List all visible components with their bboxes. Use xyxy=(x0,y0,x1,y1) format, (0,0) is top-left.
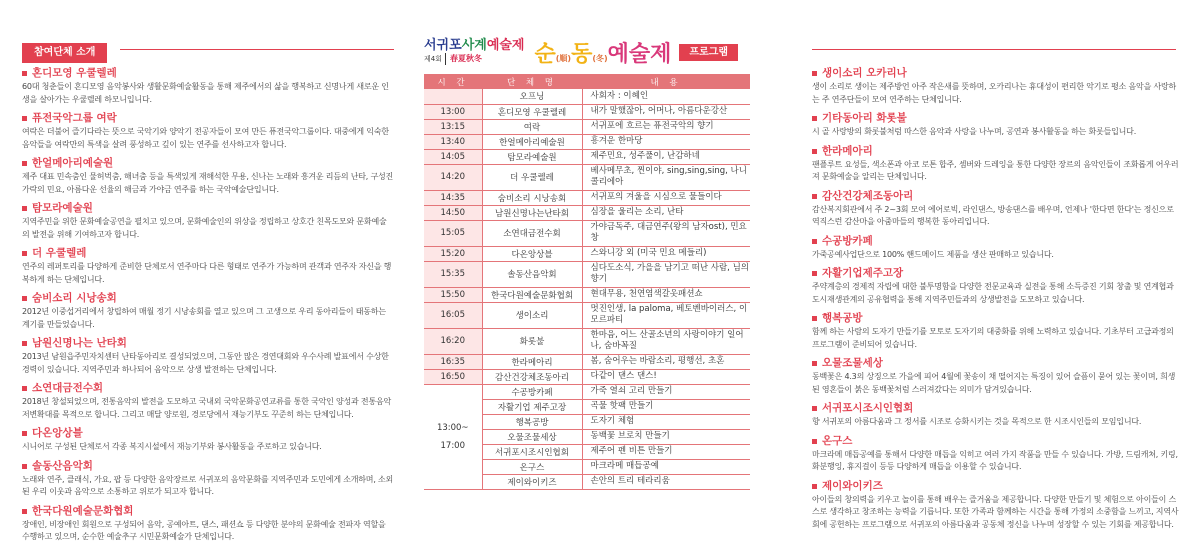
content-cell: 동백꽃 브로치 만들기 xyxy=(582,429,750,444)
org-cell: 오물조물세상 xyxy=(482,429,582,444)
time-cell: 15:35 xyxy=(424,261,482,287)
table-row xyxy=(424,119,750,134)
content-cell: 베사메무초, 찐이야, sing,sing,sing, 나니콜리에아 xyxy=(582,164,750,190)
group-list xyxy=(812,66,1182,531)
group-desc: 가죽공예사업단으로 100% 핸드메이드 제품을 생산 판매하고 있습니다. xyxy=(812,249,1054,259)
group-desc: 제주 대표 민속춤인 물허벅춤, 해녀춤 등을 특색있게 재해석한 무용, 신나는 노래와 흥겨운 리듬의 난타, 구성진 가락의 민요, 아름다운 선율의 해금과 가야금 연주를 하는 국악예술단입니다. xyxy=(22,172,394,194)
right-panel xyxy=(812,0,1182,560)
content-cell: 제주어 펜 비튼 만들기 xyxy=(582,444,750,459)
group-name: 한국다원예술문화협회 xyxy=(32,504,134,517)
title-hanja: (順) xyxy=(555,53,572,63)
org-cell: 탐모라예술원 xyxy=(482,149,582,164)
group-desc: 시니어로 구성된 단체로서 각종 복지시설에서 재능기부와 봉사활동을 주로하고 있습니다. xyxy=(22,442,322,451)
table-row xyxy=(424,89,750,104)
group-name: 서귀포시조시인협회 xyxy=(822,402,914,414)
time-cell: 13:40 xyxy=(424,134,482,149)
middle-panel xyxy=(424,0,754,560)
content-cell: 내가 말했잖아, 어머나, 아름다운강산 xyxy=(582,104,750,119)
group-desc: 2013년 남원읍주민자치센터 난타동아리로 결성되었으며, 그동안 많은 경연대회와 우수사례 발표에서 수상한 경력이 있습니다. 지역주민과 하나되어 음악으로 상생 발전하는 단체입니다. xyxy=(22,352,389,374)
group-desc: 아이들의 창의력을 키우고 놀이를 통해 배우는 즐거움을 제공합니다. 다양한 만들기 및 체험으로 아이들이 스스로 생각하고 창조하는 능력을 기릅니다. 또한 가족과 함께하는 시간을 통해 가정의 소중함을 느끼고, 지역사회에 공헌하는 프로그램으로 서귀포의 아름다움과 공동체 정신을 나누며 성장할 수 있는 기회를 제공합니다. xyxy=(812,494,1179,529)
group-name: 남원신명나는 난타회 xyxy=(32,337,127,349)
table-row xyxy=(424,190,750,205)
time-cell: 15:05 xyxy=(424,220,482,246)
group-desc: 노래와 연주, 클래식, 가요, 팝 등 다양한 음악장르로 서귀포의 음악문화를 지역주민과 도민에게 소개하며, 소외된 우리 이웃과 음악으로 소통하고 위로가 되고자 합니다. xyxy=(22,474,394,496)
org-cell: 화롯불 xyxy=(482,328,582,354)
org-cell: 서귀포시조시인협회 xyxy=(482,444,582,459)
group-name: 솔동산음악회 xyxy=(32,459,93,472)
group-name: 온구스 xyxy=(822,434,853,447)
org-cell: 소연대금전수회 xyxy=(482,220,582,246)
org-cell: 혼디모영 우쿨렐레 xyxy=(482,104,582,119)
workshop-time-end: 17:00 xyxy=(440,440,465,451)
group-item xyxy=(22,459,394,499)
table-row xyxy=(424,287,750,302)
content-cell: 곡물 핫팩 만들기 xyxy=(582,399,750,414)
group-item xyxy=(812,66,1182,106)
time-cell: 15:20 xyxy=(424,246,482,261)
time-cell xyxy=(424,89,482,104)
group-name: 행복공방 xyxy=(822,312,863,324)
time-cell: 14:20 xyxy=(424,164,482,190)
square-bullet-icon xyxy=(812,271,817,276)
group-item xyxy=(22,381,394,421)
header-org: 단 체 명 xyxy=(482,74,582,89)
group-name: 혼디모영 우쿨렐레 xyxy=(32,67,117,79)
square-bullet-icon xyxy=(22,296,27,301)
content-cell: 가죽 열쇠 고리 만들기 xyxy=(582,384,750,399)
table-row xyxy=(424,302,750,328)
table-row xyxy=(424,205,750,220)
time-cell: 16:35 xyxy=(424,354,482,369)
square-bullet-icon xyxy=(812,194,817,199)
group-name: 숨비소리 시낭송회 xyxy=(32,292,117,304)
time-cell: 14:50 xyxy=(424,205,482,220)
time-cell: 13:00 xyxy=(424,104,482,119)
time-cell: 16:05 xyxy=(424,302,482,328)
square-bullet-icon xyxy=(22,206,27,211)
content-cell: 손안의 트리 테라리움 xyxy=(582,474,750,489)
org-cell: 온구스 xyxy=(482,459,582,474)
content-cell: 제주민요, 성주풀이, 난감하네 xyxy=(582,149,750,164)
group-desc: 시 골 사랑방의 화롯불처럼 따스한 음악과 사랑을 나누며, 공연과 봉사활동을 하는 화롯들입니다. xyxy=(812,127,1137,136)
group-desc: 생이 소리로 생이는 제주방언 아주 작은새를 뜻하며, 오카리나는 휴대성이 편리한 악기로 평소 음악을 사랑하는 주 연주단들이 모여 연주하는 단체입니다. xyxy=(812,82,1177,104)
square-bullet-icon xyxy=(812,361,817,366)
group-item xyxy=(812,311,1182,351)
org-cell: 오프닝 xyxy=(482,89,582,104)
group-name: 생이소리 오카리나 xyxy=(822,67,907,79)
content-cell: 다같이 댄스 댄스! xyxy=(582,369,750,384)
group-name: 다온앙상블 xyxy=(32,427,83,439)
festival-logo xyxy=(424,39,525,65)
title-hanja: (冬) xyxy=(592,53,608,63)
section-header xyxy=(22,40,394,60)
program-badge: 프로그램 xyxy=(679,44,738,61)
square-bullet-icon xyxy=(812,116,817,121)
title-part: 예술제 xyxy=(607,41,672,67)
table-row xyxy=(424,369,750,384)
group-desc: 주약계층의 경제적 자립에 대한 불투명함을 다양한 전문교육과 실전을 통해 소득증진 기회 창출 및 연계협과 도시재생관계의 공유협력을 통해 지역주민들과의 상생발전을 도모하고 있습니다. xyxy=(812,282,1174,304)
group-name: 한라메아리 xyxy=(822,144,873,157)
group-item xyxy=(22,201,394,241)
group-name: 소연대금전수회 xyxy=(32,382,104,394)
group-desc: 동백꽃은 4.3의 상징으로 가을에 피어 4월에 꽃송이 채 떨어지는 특징이 있어 슬픔이 묻어 있는 꽃이며, 희생된 영혼들이 붉은 동백꽃처럼 스러져갔다는 의미가 담겨있습니다. xyxy=(812,372,1176,394)
title-part: 순 xyxy=(534,41,556,67)
square-bullet-icon xyxy=(22,341,27,346)
square-bullet-icon xyxy=(22,71,27,76)
section-label: 참여단체 소개 xyxy=(22,43,107,63)
group-item xyxy=(812,144,1182,184)
logo-part: 예술제 xyxy=(486,38,525,53)
group-desc: 연주의 레퍼토리를 다양하게 준비한 단체로서 연주마다 다른 형태로 연주가 가능하며 관객과 연주자 자신을 행복하게 하는 단체입니다. xyxy=(22,262,392,284)
workshop-time-cell xyxy=(424,384,482,489)
org-cell: 남원신명나는난타회 xyxy=(482,205,582,220)
header-time: 시 간 xyxy=(424,74,482,89)
group-name: 퓨전국악그룹 여락 xyxy=(32,112,117,124)
workshop-time-start: 13:00~ xyxy=(436,422,469,433)
table-header-row xyxy=(424,74,750,89)
table-row xyxy=(424,354,750,369)
group-item xyxy=(812,434,1182,474)
square-bullet-icon xyxy=(22,116,27,121)
group-item xyxy=(812,356,1182,396)
section-divider xyxy=(120,49,394,50)
schedule-table xyxy=(424,74,750,490)
square-bullet-icon xyxy=(22,464,27,469)
title-part: 동 xyxy=(571,41,593,67)
content-cell: 서귀포의 겨울을 시심으로 물들이다 xyxy=(582,190,750,205)
group-item xyxy=(22,291,394,331)
org-cell: 감산건강체조동아리 xyxy=(482,369,582,384)
workshop-row xyxy=(424,384,750,399)
time-cell: 15:50 xyxy=(424,287,482,302)
group-item xyxy=(22,156,394,196)
table-row xyxy=(424,164,750,190)
group-name: 탐모라예술원 xyxy=(32,202,93,214)
content-cell: 도자기 체험 xyxy=(582,414,750,429)
table-row xyxy=(424,246,750,261)
org-cell: 자활기업 제주고장 xyxy=(482,399,582,414)
festival-title xyxy=(535,37,672,68)
group-name: 오물조물세상 xyxy=(822,357,883,369)
content-cell: 서귀포에 흐르는 퓨전국악의 향기 xyxy=(582,119,750,134)
section-header xyxy=(812,40,1182,60)
square-bullet-icon xyxy=(22,386,27,391)
content-cell: 심다도소식, 가을을 남기고 떠난 사람, 님의향기 xyxy=(582,261,750,287)
content-cell: 한마음, 어느 산골소년의 사랑이야기 일어나, 숨바꼭질 xyxy=(582,328,750,354)
edition-label: 제4회 xyxy=(424,53,446,65)
group-name: 감산건강체조동아리 xyxy=(822,189,914,202)
group-item xyxy=(22,111,394,151)
square-bullet-icon xyxy=(22,509,27,514)
org-cell: 한얼메아리예술원 xyxy=(482,134,582,149)
time-cell: 16:20 xyxy=(424,328,482,354)
content-cell: 가야금독주, 대금연주(왕의 남자ost), 민요창 xyxy=(582,220,750,246)
org-cell: 숨비소리 시낭송회 xyxy=(482,190,582,205)
square-bullet-icon xyxy=(812,406,817,411)
group-item xyxy=(812,401,1182,429)
section-divider xyxy=(812,49,1176,50)
org-cell: 한국다원예술문화협회 xyxy=(482,287,582,302)
time-cell: 16:50 xyxy=(424,369,482,384)
square-bullet-icon xyxy=(22,161,27,166)
group-item xyxy=(22,504,394,544)
table-row xyxy=(424,104,750,119)
time-cell: 14:05 xyxy=(424,149,482,164)
org-cell: 여락 xyxy=(482,119,582,134)
square-bullet-icon xyxy=(812,149,817,154)
table-row xyxy=(424,261,750,287)
group-item xyxy=(812,189,1182,229)
group-item xyxy=(812,266,1182,306)
group-desc: 2018년 창설되었으며, 전통음악의 발전을 도모하고 국내외 국악문화공연교류를 통한 국악인 양성과 전통음악 저변확대를 목적으로 합니다. 그리고 매달 양로원, 경로당에서 재능기부도 꾸준히 하는 단체입니다. xyxy=(22,397,392,419)
logo-part: 사계 xyxy=(461,38,487,53)
table-row xyxy=(424,134,750,149)
content-cell: 봄, 숨어우는 바람소리, 평행선, 초혼 xyxy=(582,354,750,369)
group-name: 더 우쿨렐레 xyxy=(32,247,87,259)
org-cell: 다온앙상블 xyxy=(482,246,582,261)
group-desc: 함께 하는 사람의 도자기 만들기를 모토로 도자기의 대중화를 위해 노력하고 있습니다. 기초부터 고급과정의 프로그램이 준비되어 있습니다. xyxy=(812,327,1174,349)
group-desc: 여락은 더불어 즐기다라는 뜻으로 국악기와 양악기 전공자들이 모여 만든 퓨전국악그룹이다. 대중에게 익숙한 음악들을 여락만의 특색을 살려 풍성하고 깊이 있는 연주를 선사하고자 합니다. xyxy=(22,127,389,149)
org-cell: 생이소리 xyxy=(482,302,582,328)
time-cell: 14:35 xyxy=(424,190,482,205)
org-cell: 더 우쿨렐레 xyxy=(482,164,582,190)
group-item xyxy=(812,111,1182,139)
square-bullet-icon xyxy=(812,439,817,444)
square-bullet-icon xyxy=(22,431,27,436)
content-cell: 스와니강 외 (미국 민요 메들리) xyxy=(582,246,750,261)
left-panel xyxy=(22,0,394,560)
content-cell: 현대무용, 천연염색갈옷패션쇼 xyxy=(582,287,750,302)
square-bullet-icon xyxy=(812,316,817,321)
org-cell: 한라메아리 xyxy=(482,354,582,369)
logo-part: 서귀포 xyxy=(424,38,462,53)
org-cell: 행복공방 xyxy=(482,414,582,429)
group-desc: 2012년 이중섭거리에서 창립하여 매월 정기 시낭송회를 열고 있으며 그 고생으로 우리 동아리들이 태동하는 계기를 만들었습니다. xyxy=(22,307,386,329)
org-cell: 제이와이키즈 xyxy=(482,474,582,489)
group-desc: 팬플루트 요성들, 색소폰과 아코 로톤 합주, 셈버와 드레잉을 통한 다양한 장르의 음악인들이 조화롭게 어우러져 문화예술을 알리는 단체입니다. xyxy=(812,159,1179,181)
group-desc: 감산복지회관에서 주 2~3회 모여 에어로빅, 라인댄스, 방송댄스를 배우며, 언제나 '한다면 한다'는 정신으로 역직스런 감산마을 아줌마들의 행복한 동아리입니다. xyxy=(812,204,1174,226)
square-bullet-icon xyxy=(812,71,817,76)
group-desc: 향 서귀포의 아름다움과 그 정서를 시조로 승화시키는 것을 목적으로 한 시조시인들의 모임입니다. xyxy=(812,417,1142,426)
table-row xyxy=(424,328,750,354)
group-name: 기타동아리 화롯불 xyxy=(822,112,907,124)
program-header xyxy=(424,34,754,70)
group-desc: 지역주민을 위한 문화예술공연을 펼치고 있으며, 문화예술인의 위상을 정립하고 상호간 친목도모와 문화예술의 발전을 위해 기여하고자 합니다. xyxy=(22,217,387,239)
group-desc: 마크라메 매듭공예를 통해서 다양한 매듭을 익히고 여러 가지 작품을 만들 수 있습니다. 가방, 드림캐쳐, 키링, 화분행잉, 휴지걸이 등등 다양하게 매듭을 이용할 수 있습니다. xyxy=(812,449,1178,471)
group-item xyxy=(22,246,394,286)
square-bullet-icon xyxy=(812,239,817,244)
group-list xyxy=(22,66,394,544)
content-cell: 흥겨운 한마당 xyxy=(582,134,750,149)
table-row xyxy=(424,149,750,164)
group-item xyxy=(812,479,1182,532)
square-bullet-icon xyxy=(812,484,817,489)
group-name: 한얼메아리예술원 xyxy=(32,157,114,169)
content-cell: 마크라메 매듭공예 xyxy=(582,459,750,474)
group-desc: 60대 청춘들이 혼디모영 음악봉사와 생활문화예술활동을 통해 제주에서의 삶을 행복하고 신명나게 새로운 인생을 살아가는 우쿨렐레 하모니입니다. xyxy=(22,82,389,104)
group-item xyxy=(22,66,394,106)
group-name: 수공방카페 xyxy=(822,234,873,247)
group-name: 자활기업제주고장 xyxy=(822,267,904,279)
table-row xyxy=(424,220,750,246)
seasons-label: 春夏秋冬 xyxy=(449,54,482,63)
group-desc: 장애인, 비장애인 회원으로 구성되어 음악, 공예아트, 댄스, 패션쇼 등 다양한 분야의 문화예술 전파자 역할을 수행하고 있으며, 순수한 예술추구 시민문화예술가 단체입니다. xyxy=(22,519,386,541)
group-name: 제이와이키즈 xyxy=(822,479,883,492)
group-item xyxy=(812,234,1182,262)
time-cell: 13:15 xyxy=(424,119,482,134)
org-cell: 솔동산음악회 xyxy=(482,261,582,287)
header-content: 내 용 xyxy=(582,74,750,89)
content-cell: 사회자 : 이혜인 xyxy=(582,89,750,104)
group-item xyxy=(22,336,394,376)
org-cell: 수공방카페 xyxy=(482,384,582,399)
group-item xyxy=(22,426,394,454)
content-cell: 심장을 울리는 소리, 난타 xyxy=(582,205,750,220)
square-bullet-icon xyxy=(22,251,27,256)
content-cell: 멋진인생, la paloma, 베토벤바이러스, 이모르파티 xyxy=(582,302,750,328)
